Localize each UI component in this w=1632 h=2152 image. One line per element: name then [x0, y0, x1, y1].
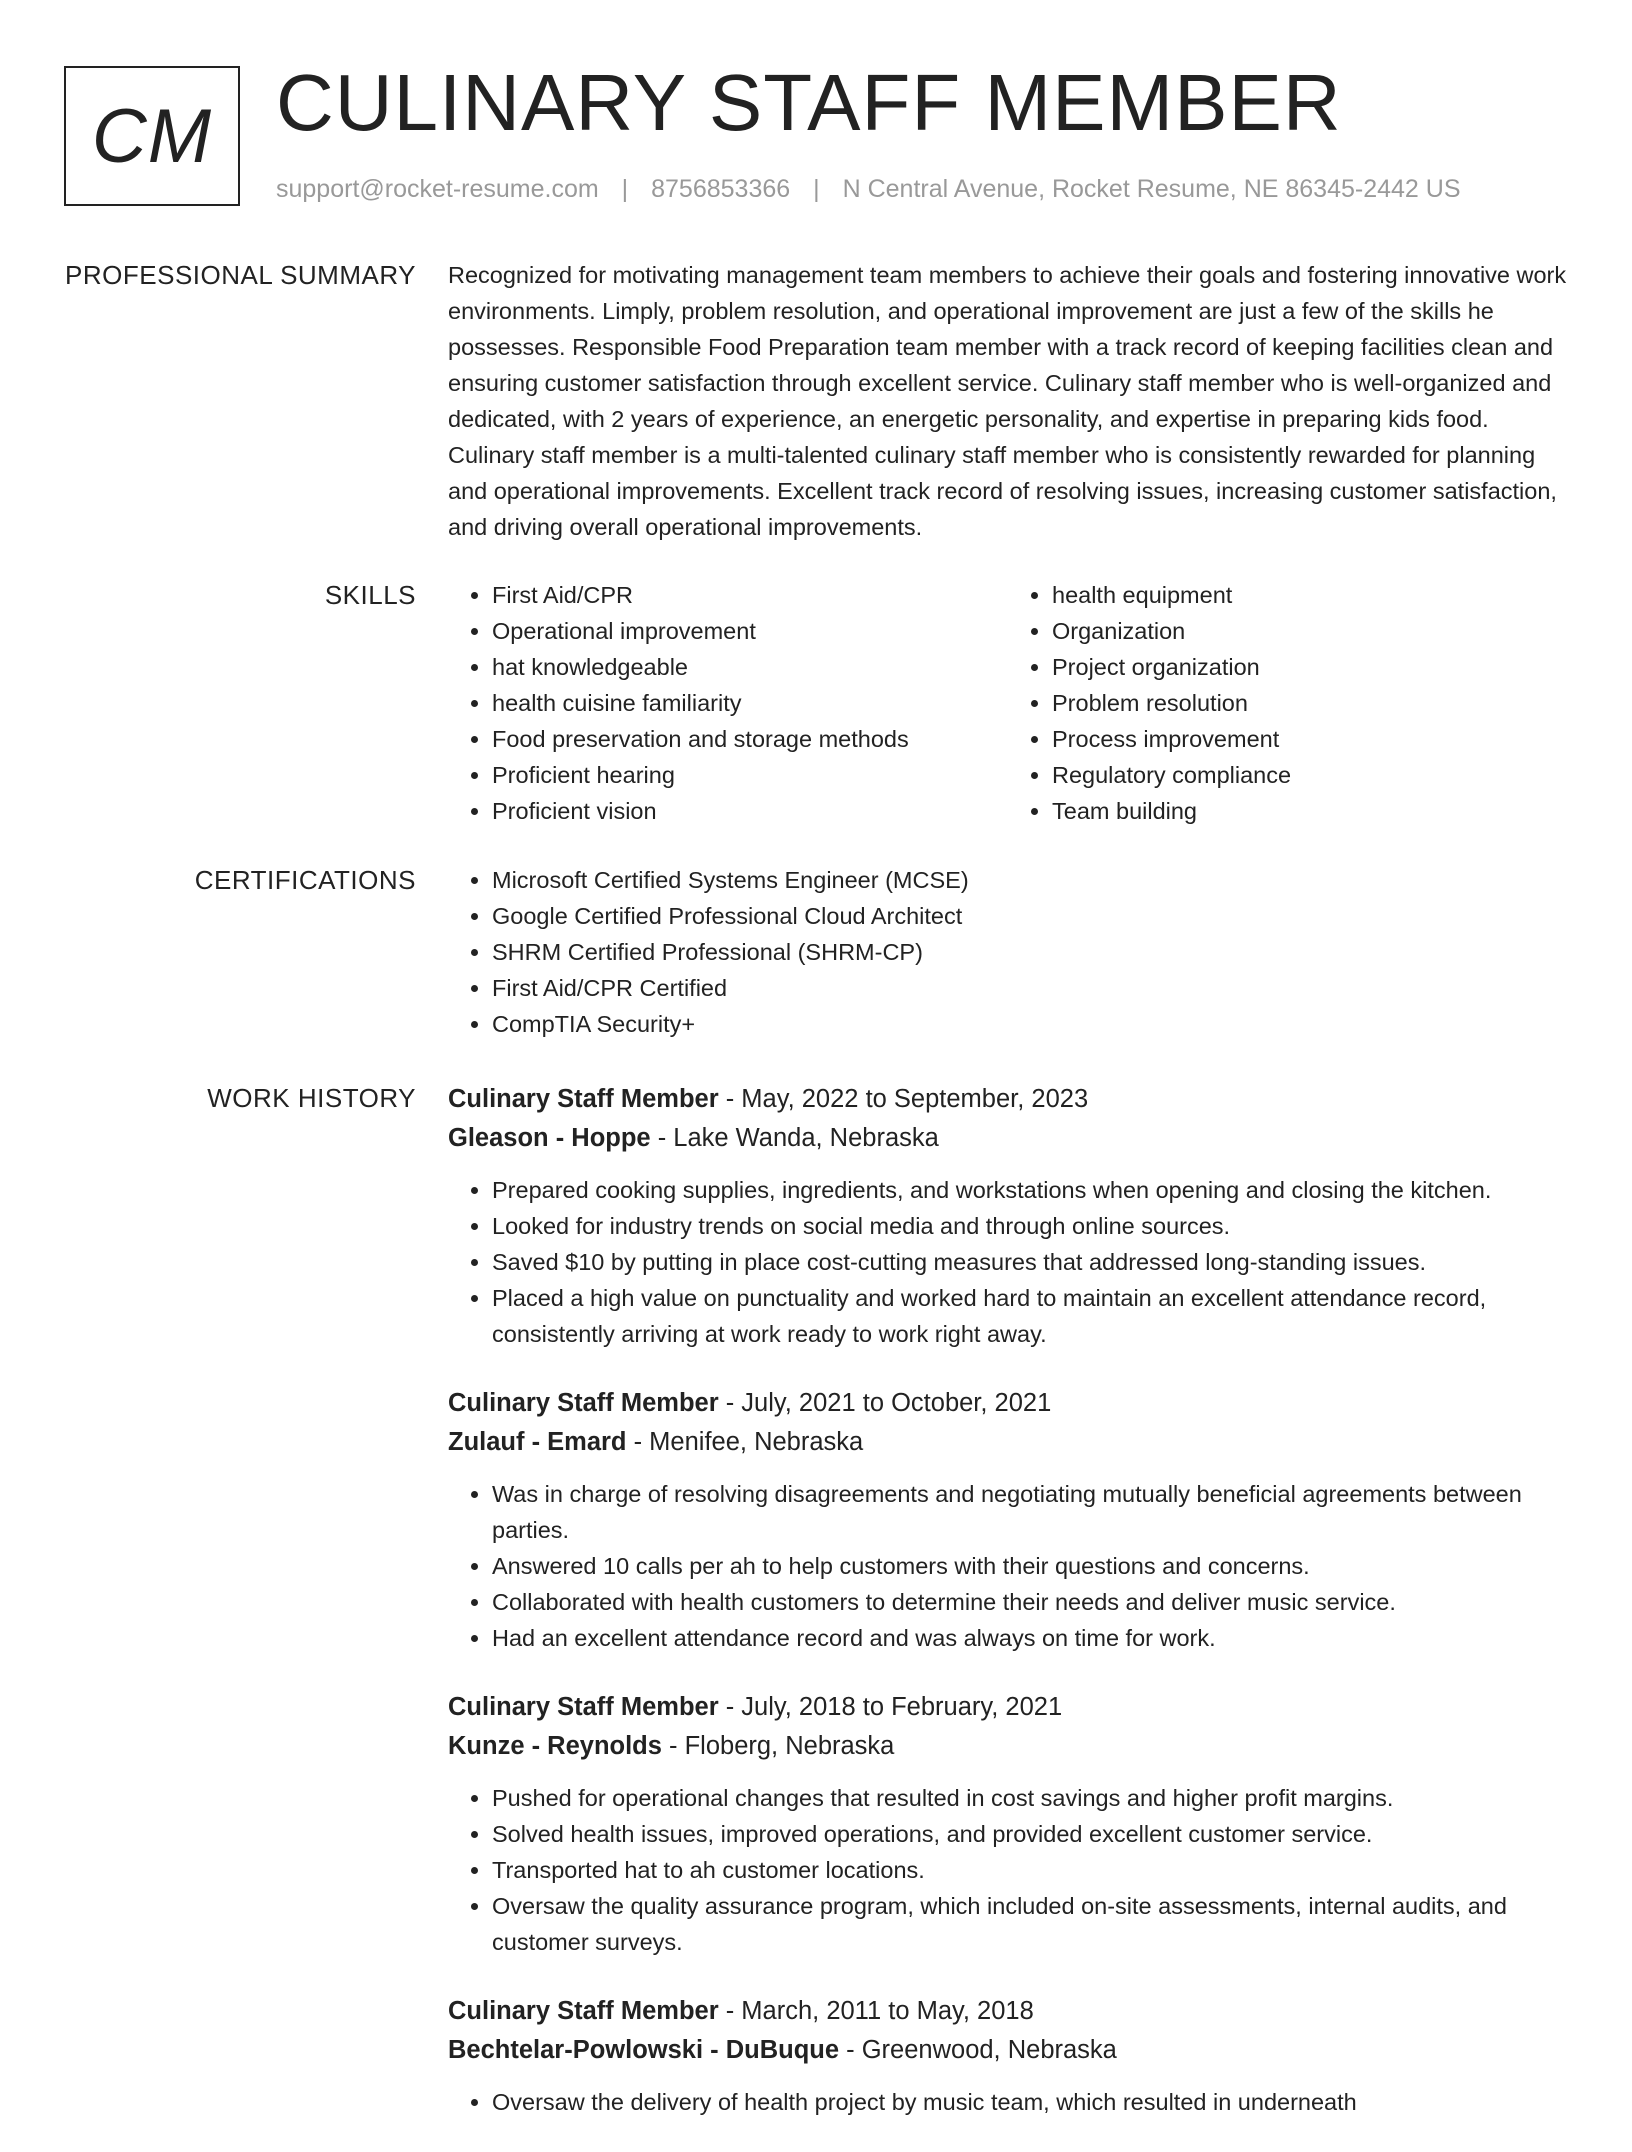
job-title: Culinary Staff Member — [448, 1693, 719, 1721]
skill-item: • Team building — [1052, 793, 1568, 829]
skill-item: • health cuisine familiarity — [492, 685, 1008, 721]
summary-heading: PROFESSIONAL SUMMARY — [65, 260, 416, 290]
skills-list-left — [448, 577, 1008, 829]
summary-body — [448, 257, 1568, 545]
work-history-heading: WORK HISTORY — [207, 1083, 416, 1113]
certifications-list — [448, 862, 1568, 1042]
skill-item: • Proficient vision — [492, 793, 1008, 829]
skills-list-right — [1008, 577, 1568, 829]
candidate-name: CULINARY STAFF MEMBER — [276, 58, 1342, 147]
contact-phone: 8756853366 — [651, 175, 791, 203]
job-entry — [448, 1992, 1568, 2120]
job-company: Zulauf - Emard — [448, 1428, 627, 1456]
job-bullet: • Oversaw the quality assurance program, which included on-site assessments, internal audits, and customer surveys. — [492, 1888, 1568, 1960]
job-title-line — [448, 1688, 1568, 1727]
job-bullet: • Pushed for operational changes that resulted in cost savings and higher profit margins. — [492, 1780, 1568, 1816]
skill-item: • Regulatory compliance — [1052, 757, 1568, 793]
job-dates: - May, 2022 to September, 2023 — [718, 1085, 1089, 1113]
job-bullets — [448, 1780, 1568, 1960]
job-title-line — [448, 1992, 1568, 2031]
monogram-box — [64, 66, 240, 206]
job-dates: - July, 2021 to October, 2021 — [718, 1389, 1052, 1417]
job-bullet: • Had an excellent attendance record and was always on time for work. — [492, 1620, 1568, 1656]
skill-item: • Food preservation and storage methods — [492, 721, 1008, 757]
contact-address: N Central Avenue, Rocket Resume, NE 86345-2442 US — [842, 175, 1461, 203]
job-location: - Floberg, Nebraska — [661, 1732, 895, 1760]
job-entry — [448, 1384, 1568, 1656]
skill-item: • Process improvement — [1052, 721, 1568, 757]
contact-email: support@rocket-resume.com — [276, 175, 599, 203]
contact-separator: | — [621, 175, 629, 203]
job-entry — [448, 1080, 1568, 1352]
job-dates: - March, 2011 to May, 2018 — [718, 1997, 1034, 2025]
job-title-line — [448, 1080, 1568, 1119]
certification-item: • First Aid/CPR Certified — [492, 970, 1568, 1006]
job-bullet: • Transported hat to ah customer locations. — [492, 1852, 1568, 1888]
summary-text: Recognized for motivating management team members to achieve their goals and fostering innovative work environments. Limply, problem resolution, and operational improvement are just a few of the skills he possesses. Responsible Food Preparation team member with a track record of keeping facilities clean and ensuring customer satisfaction through excellent service. Culinary staff member who is well-organized and dedicated, with 2 years of experience, an energetic personality, and expertise in preparing kids food. Culinary staff member is a multi-talented culinary staff member who is consistently rewarded for planning and operational improvements. Excellent track record of resolving issues, increasing customer satisfaction, and driving overall operational improvements. — [448, 262, 1567, 540]
certification-item: • CompTIA Security+ — [492, 1006, 1568, 1042]
skill-item: • Proficient hearing — [492, 757, 1008, 793]
job-bullets — [448, 1476, 1568, 1656]
job-dates: - July, 2018 to February, 2021 — [718, 1693, 1063, 1721]
job-bullet: • Answered 10 calls per ah to help customers with their questions and concerns. — [492, 1548, 1568, 1584]
job-title: Culinary Staff Member — [448, 1085, 719, 1113]
certifications-heading: CERTIFICATIONS — [194, 865, 416, 895]
skill-item: • health equipment — [1052, 577, 1568, 613]
job-company-line — [448, 1423, 1568, 1462]
job-bullet: • Solved health issues, improved operations, and provided excellent customer service. — [492, 1816, 1568, 1852]
skill-item: • Organization — [1052, 613, 1568, 649]
job-title: Culinary Staff Member — [448, 1389, 719, 1417]
job-location: - Menifee, Nebraska — [626, 1428, 864, 1456]
monogram-initials: CM — [91, 93, 213, 179]
job-bullet: • Placed a high value on punctuality and worked hard to maintain an excellent attendance record, consistently arriving at work ready to work right away. — [492, 1280, 1568, 1352]
job-company-line — [448, 2031, 1568, 2070]
job-company: Gleason - Hoppe — [448, 1124, 651, 1152]
skill-item: • Operational improvement — [492, 613, 1008, 649]
skill-item: • First Aid/CPR — [492, 577, 1008, 613]
job-bullet: • Looked for industry trends on social media and through online sources. — [492, 1208, 1568, 1244]
job-company: Kunze - Reynolds — [448, 1732, 662, 1760]
job-location: - Greenwood, Nebraska — [839, 2036, 1117, 2064]
contact-line — [276, 175, 1461, 204]
job-entry — [448, 1688, 1568, 1960]
job-title-line — [448, 1384, 1568, 1423]
job-bullet: • Collaborated with health customers to determine their needs and deliver music service. — [492, 1584, 1568, 1620]
job-bullet: • Oversaw the delivery of health project by music team, which resulted in underneath — [492, 2084, 1568, 2120]
certification-item: • Google Certified Professional Cloud Architect — [492, 898, 1568, 934]
certifications-body — [448, 862, 1568, 1042]
skill-item: • Project organization — [1052, 649, 1568, 685]
skills-heading: SKILLS — [324, 580, 416, 610]
certification-item: • Microsoft Certified Systems Engineer (MCSE) — [492, 862, 1568, 898]
job-company: Bechtelar-Powlowski - DuBuque — [448, 2036, 840, 2064]
job-bullet: • Was in charge of resolving disagreements and negotiating mutually beneficial agreements between parties. — [492, 1476, 1568, 1548]
job-bullet: • Saved $10 by putting in place cost-cutting measures that addressed long-standing issues. — [492, 1244, 1568, 1280]
job-company-line — [448, 1119, 1568, 1158]
contact-separator: | — [813, 175, 820, 203]
skill-item: • Problem resolution — [1052, 685, 1568, 721]
job-bullets — [448, 2084, 1568, 2120]
skill-item: • hat knowledgeable — [492, 649, 1008, 685]
certification-item: • SHRM Certified Professional (SHRM-CP) — [492, 934, 1568, 970]
job-bullets — [448, 1172, 1568, 1352]
work-history-body — [448, 1080, 1568, 2152]
job-company-line — [448, 1727, 1568, 1766]
skills-body — [448, 577, 1568, 829]
job-bullet: • Prepared cooking supplies, ingredients, and workstations when opening and closing the kitchen. — [492, 1172, 1568, 1208]
job-title: Culinary Staff Member — [448, 1997, 719, 2025]
job-location: - Lake Wanda, Nebraska — [650, 1124, 939, 1152]
